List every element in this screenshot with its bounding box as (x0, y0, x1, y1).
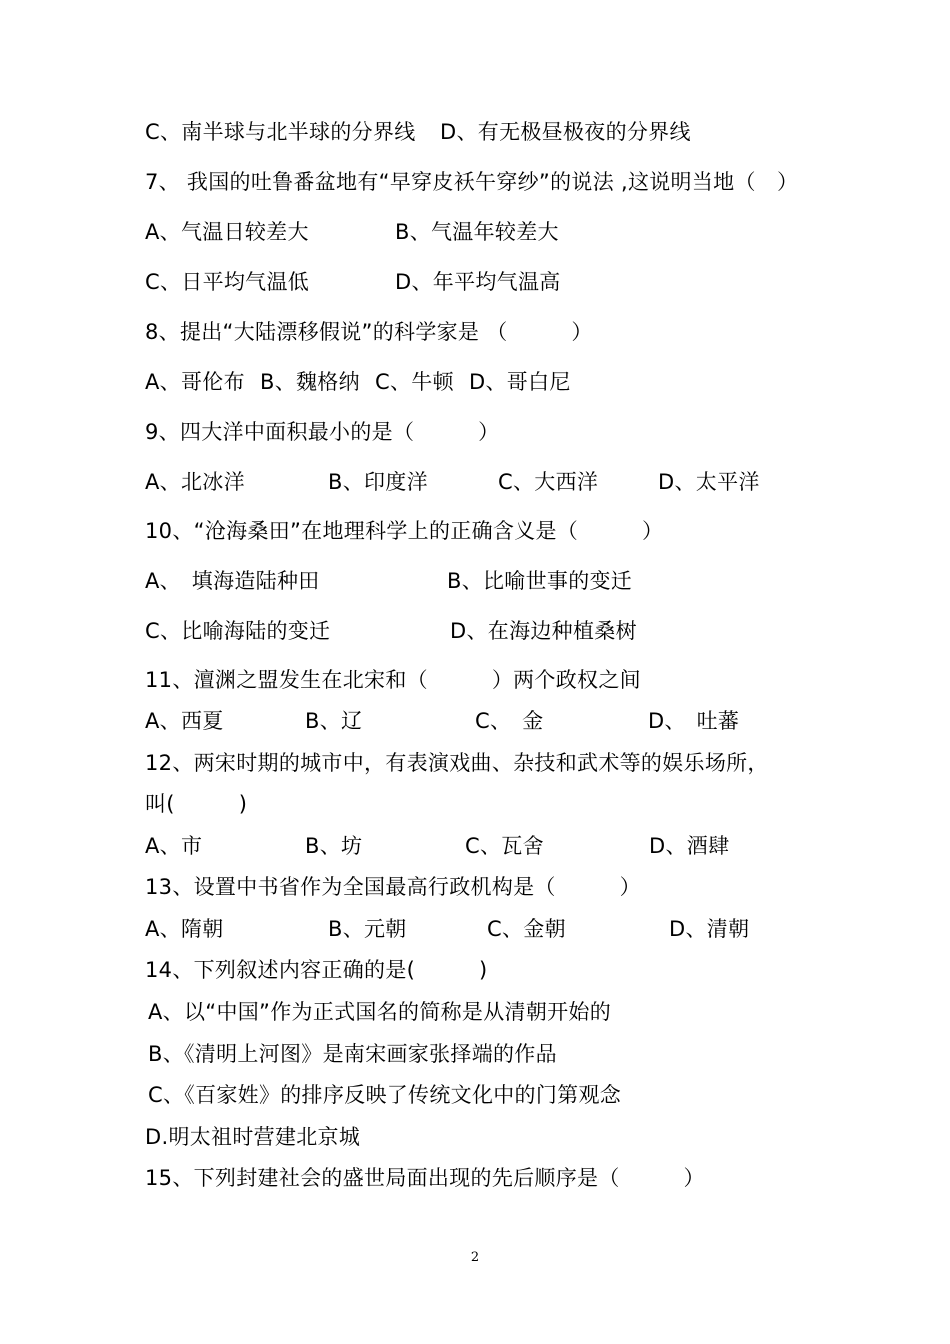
option-d: D、年平均气温高 (395, 270, 561, 294)
option-b: B、印度洋 (328, 470, 428, 494)
question-12: 12、两宋时期的城市中，有表演戏曲、杂技和武术等的娱乐场所， (145, 751, 769, 775)
option-d: D、在海边种植桑树 (450, 619, 637, 643)
option-b: B、魏格纳 (260, 370, 360, 394)
question-8: 8、提出“大陆漂移假说”的科学家是 （ ） (145, 320, 593, 344)
option-b: B、气温年较差大 (395, 220, 559, 244)
option-d: D、太平洋 (658, 470, 760, 494)
option-d: D、酒肆 (649, 834, 730, 858)
option-c: C、牛顿 (375, 370, 454, 394)
statement-d: D.明太祖时营建北京城 (145, 1125, 361, 1149)
option-a: A、市 (145, 834, 203, 858)
option-d: D、清朝 (669, 917, 750, 941)
option-c: C、瓦舍 (465, 834, 544, 858)
statement-a: A、以“中国”作为正式国名的简称是从清朝开始的 (148, 1000, 612, 1024)
page-number: 2 (470, 1250, 480, 1265)
option-c: C、大西洋 (498, 470, 599, 494)
option-a: A、北冰洋 (145, 470, 245, 494)
option-d: D、哥白尼 (469, 370, 571, 394)
statement-b: B、《清明上河图》是南宋画家张择端的作品 (148, 1042, 557, 1066)
option-d: D、有无极昼极夜的分界线 (440, 120, 691, 144)
question-10: 10、“沧海桑田”在地理科学上的正确含义是（ ） (145, 519, 664, 543)
question-15: 15、下列封建社会的盛世局面出现的先后顺序是（ ） (145, 1166, 705, 1190)
option-a: A、气温日较差大 (145, 220, 309, 244)
option-a: A、西夏 (145, 709, 224, 733)
option-c: C、南半球与北半球的分界线 (145, 120, 416, 144)
option-b: B、比喻世事的变迁 (447, 569, 633, 593)
option-c: C、 金 (475, 709, 544, 733)
question-9: 9、四大洋中面积最小的是（ ） (145, 420, 500, 444)
option-c: C、日平均气温低 (145, 270, 310, 294)
option-a: A、隋朝 (145, 917, 224, 941)
option-b: B、元朝 (328, 917, 407, 941)
option-c: C、比喻海陆的变迁 (145, 619, 331, 643)
option-d: D、 吐蕃 (648, 709, 740, 733)
option-a: A、哥伦布 (145, 370, 245, 394)
question-7: 7、 我国的吐鲁番盆地有“早穿皮袄午穿纱”的说法 ,这说明当地（ ） (145, 170, 799, 194)
statement-c: C、《百家姓》的排序反映了传统文化中的门第观念 (148, 1083, 622, 1107)
question-14: 14、下列叙述内容正确的是( ) (145, 958, 488, 982)
option-b: B、辽 (305, 709, 363, 733)
question-12-cont: 叫( ) (145, 792, 248, 816)
option-b: B、坊 (305, 834, 363, 858)
option-c: C、金朝 (487, 917, 566, 941)
option-a: A、 填海造陆种田 (145, 569, 320, 593)
question-13: 13、设置中书省作为全国最高行政机构是（ ） (145, 875, 641, 899)
question-11: 11、澶渊之盟发生在北宋和（ ）两个政权之间 (145, 668, 641, 692)
